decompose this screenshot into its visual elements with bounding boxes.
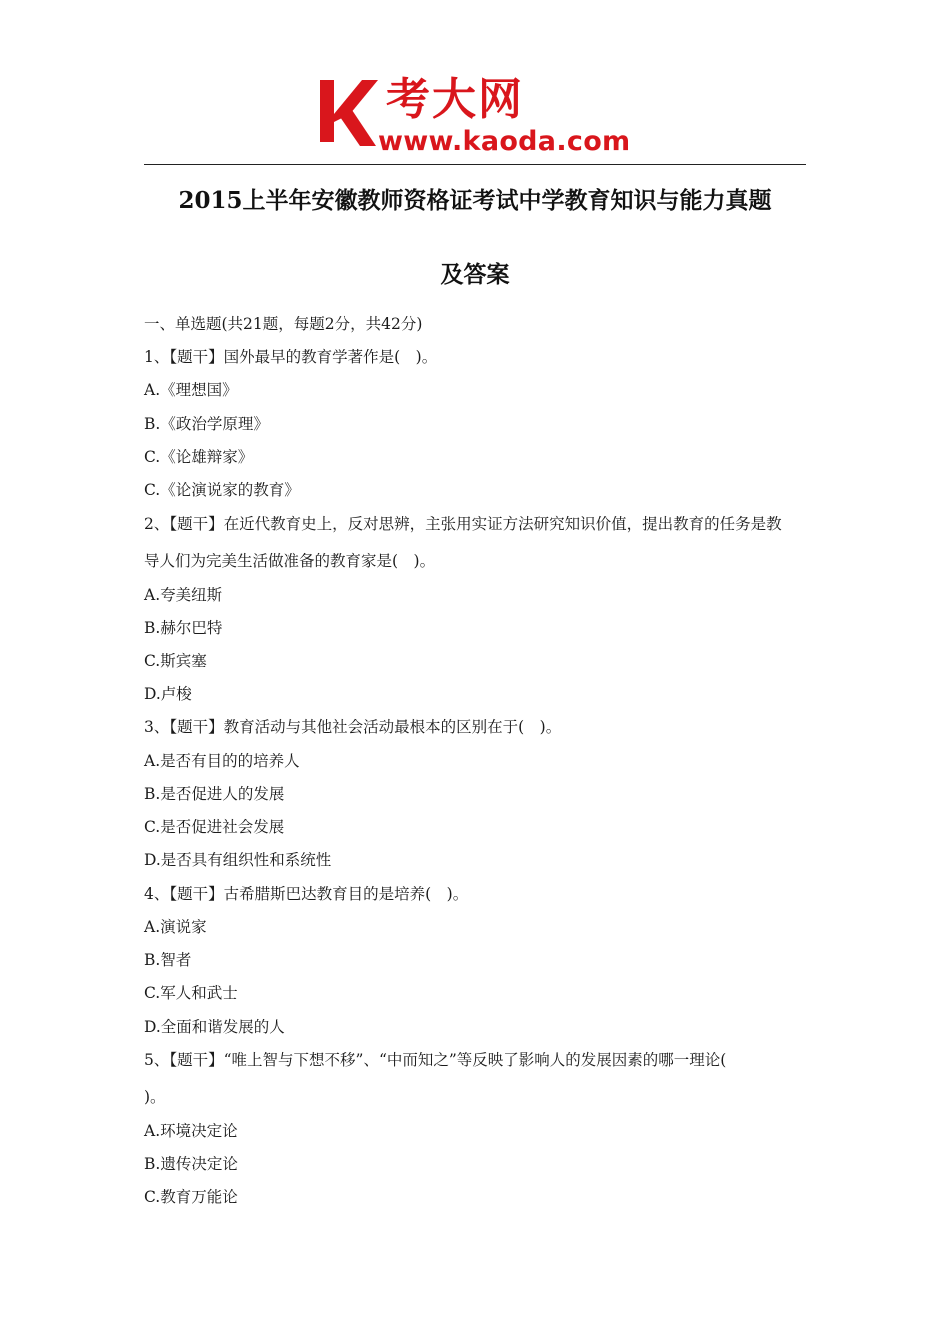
question-5-stem-line-1: 5、【题干】“唯上智与下想不移”、“中而知之”等反映了影响人的发展因素的哪一理论(: [144, 1051, 727, 1069]
question-4-option-a: A.演说家: [144, 918, 207, 936]
question-3-stem: 3、【题干】教育活动与其他社会活动最根本的区别在于( )。: [144, 718, 562, 736]
kaoda-logo: [318, 74, 638, 162]
question-3-option-d: D.是否具有组织性和系统性: [144, 851, 332, 869]
question-5-option-a: A.环境决定论: [144, 1122, 238, 1140]
header-divider: [144, 164, 806, 165]
question-2-option-b: B.赫尔巴特: [144, 619, 223, 637]
question-3-option-b: B.是否促进人的发展: [144, 785, 285, 803]
question-1-option-b: B.《政治学原理》: [144, 415, 269, 433]
logo-chinese-text: 考大网: [386, 74, 524, 125]
document-title-line-2: 及答案: [440, 261, 510, 288]
question-2-option-d: D.卢梭: [144, 685, 192, 703]
question-5-option-c: C.教育万能论: [144, 1188, 238, 1206]
question-5-stem-line-2: )。: [144, 1088, 166, 1106]
question-1-option-d: C.《论演说家的教育》: [144, 481, 300, 499]
document-title-line-1: 2015上半年安徽教师资格证考试中学教育知识与能力真题: [178, 187, 772, 214]
question-3-option-a: A.是否有目的的培养人: [144, 752, 300, 770]
question-4-option-c: C.军人和武士: [144, 984, 238, 1002]
question-2-stem-line-2: 导人们为完美生活做准备的教育家是( )。: [144, 552, 436, 570]
question-2-option-a: A.夸美纽斯: [144, 586, 223, 604]
section-heading: 一、单选题(共21题，每题2分，共42分): [144, 315, 423, 333]
question-2-option-c: C.斯宾塞: [144, 652, 207, 670]
question-5-option-b: B.遗传决定论: [144, 1155, 238, 1173]
logo-k-icon: [318, 78, 380, 148]
question-1-stem: 1、【题干】国外最早的教育学著作是( )。: [144, 348, 438, 366]
question-3-option-c: C.是否促进社会发展: [144, 818, 285, 836]
logo-url-text: www.kaoda.com: [378, 126, 631, 157]
question-4-stem: 4、【题干】古希腊斯巴达教育目的是培养( )。: [144, 885, 469, 903]
question-4-option-d: D.全面和谐发展的人: [144, 1018, 285, 1036]
question-1-option-a: A.《理想国》: [144, 381, 238, 399]
question-1-option-c: C.《论雄辩家》: [144, 448, 254, 466]
question-2-stem-line-1: 2、【题干】在近代教育史上，反对思辨，主张用实证方法研究知识价值，提出教育的任务是教: [144, 515, 782, 533]
question-4-option-b: B.智者: [144, 951, 192, 969]
